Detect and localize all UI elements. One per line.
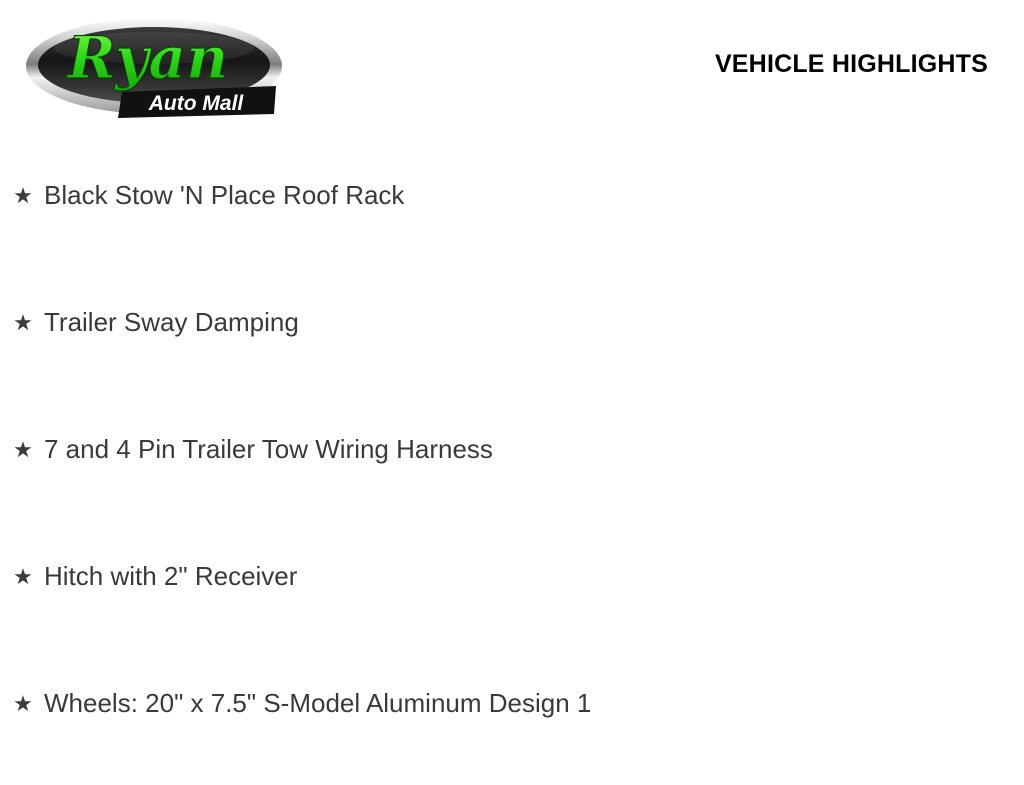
list-item — [0, 658, 1024, 785]
star-icon: ★ — [13, 183, 33, 208]
star-icon: ★ — [13, 564, 33, 589]
star-icon: ★ — [13, 437, 33, 462]
star-icon: ★ — [13, 691, 33, 716]
highlight-label: Hitch with 2" Receiver — [44, 561, 298, 591]
highlight-label: Wheels: 20" x 7.5" S-Model Aluminum Design 1 — [44, 688, 592, 718]
svg-text:Auto Mall: Auto Mall — [148, 92, 244, 115]
list-item — [0, 404, 1024, 531]
highlight-label: Black Stow 'N Place Roof Rack — [44, 180, 405, 210]
list-item — [0, 531, 1024, 658]
list-item — [0, 150, 1024, 277]
highlight-label: 7 and 4 Pin Trailer Tow Wiring Harness — [44, 434, 493, 464]
page-title: VEHICLE HIGHLIGHTS — [714, 50, 988, 78]
vehicle-highlights-list — [0, 150, 1024, 785]
star-icon: ★ — [13, 310, 33, 335]
document-header — [0, 0, 1024, 136]
ryan-auto-mall-logo — [18, 8, 290, 128]
list-item — [0, 277, 1024, 404]
svg-text:Ryan: Ryan — [67, 24, 229, 92]
highlight-label: Trailer Sway Damping — [44, 307, 299, 337]
